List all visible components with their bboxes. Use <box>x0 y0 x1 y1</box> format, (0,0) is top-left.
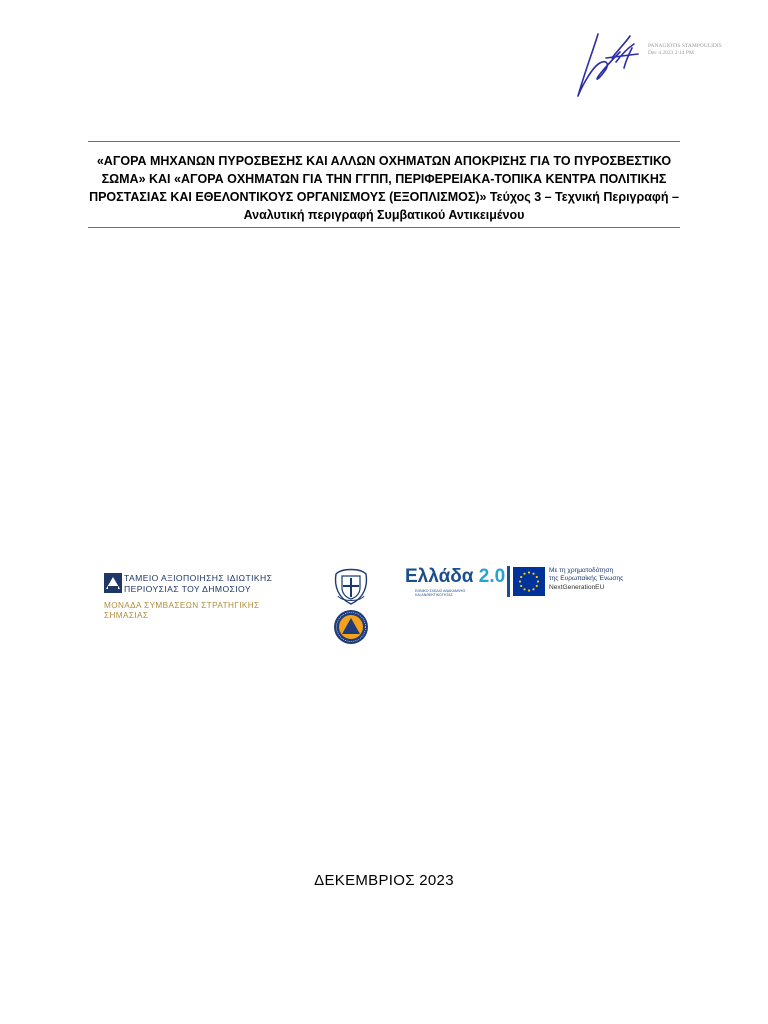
eu-star-icon <box>536 585 538 587</box>
eu-line-3: NextGenerationEU <box>549 583 605 591</box>
greece20-subtitle <box>415 589 466 597</box>
eu-star-icon <box>519 580 521 582</box>
greece20-version: 2.0 <box>478 566 506 587</box>
eu-star-icon <box>520 576 522 578</box>
document-title: «ΑΓΟΡΑ ΜΗΧΑΝΩΝ ΠΥΡΟΣΒΕΣΗΣ ΚΑΙ ΑΛΛΩΝ ΟΧΗΜΑΤΩΝ ΑΠΟΚΡΙΣΗΣ ΓΙΑ ΤΟ ΠΥΡΟΣΒΕΣΤΙΚΟ ΣΩΜΑ» ΚΑΙ «ΑΓΟΡΑ ΟΧΗΜΑΤΩΝ ΓΙΑ ΤΗΝ ΓΓΠΠ, ΠΕΡΙΦΕΡΕΙΑΚΑ-ΤΟΠΙΚΑ ΚΕΝΤΡΑ ΠΟΛΙΤΙΚΗΣ ΠΡΟΣΤΑΣΙΑΣ ΚΑΙ ΕΘΕΛΟΝΤΙΚΟΥΣ ΟΡΓΑΝΙΣΜΟΥΣ (ΕΞΟΠΛΙΣΜΟΣ)» Τεύχος 3 – Τεχνική Περιγραφή – Αναλυτική περιγραφή Συμβατικού Αντικειμένου <box>89 154 679 222</box>
signature-date: Dec 4 2023 2:14 PM <box>648 50 694 56</box>
eu-line-2: της Ευρωπαϊκής Ένωσης <box>549 575 624 583</box>
eu-flag-icon <box>513 567 545 596</box>
handwritten-signature <box>568 28 650 102</box>
civil-protection-seal-icon <box>333 609 369 645</box>
greek-coat-of-arms-icon <box>332 566 370 606</box>
fund-line-4: ΣΗΜΑΣΙΑΣ <box>104 611 149 620</box>
fund-emblem-icon <box>104 573 122 593</box>
eu-line-1: Με τη χρηματοδότηση <box>549 567 614 574</box>
eu-star-icon <box>528 589 530 591</box>
signature-stamp <box>648 43 722 57</box>
greece20-sub-1: ΕΘΝΙΚΟ ΣΧΕΔΙΟ ΑΝΑΚΑΜΨΗΣ <box>415 589 466 593</box>
eu-star-icon <box>520 585 522 587</box>
title-block <box>88 141 680 228</box>
fund-line-1: ΤΑΜΕΙΟ ΑΞΙΟΠΟΙΗΣΗΣ ΙΔΙΩΤΙΚΗΣ <box>124 573 273 583</box>
fund-logo <box>100 571 290 621</box>
eu-star-icon <box>532 588 534 590</box>
greece20-sub-2: ΚΑΙ ΑΝΘΕΚΤΙΚΟΤΗΤΑΣ <box>415 593 453 598</box>
greece20-wordmark <box>405 566 505 588</box>
eu-star-icon <box>536 576 538 578</box>
document-date: ΔΕΚΕΜΒΡΙΟΣ 2023 <box>314 872 454 889</box>
logo-divider <box>507 566 510 597</box>
eu-funding-text <box>549 567 623 592</box>
fund-name <box>124 573 272 594</box>
eu-star-icon <box>537 580 539 582</box>
fund-line-2: ΠΕΡΙΟΥΣΙΑΣ ΤΟΥ ΔΗΜΟΣΙΟΥ <box>124 583 251 594</box>
eu-star-icon <box>532 573 534 575</box>
eu-star-icon <box>528 571 530 573</box>
fund-unit <box>104 601 260 621</box>
signer-name: PANAGIOTIS STAMPOULIDIS <box>648 43 722 49</box>
greece-2-0-logo <box>405 566 505 596</box>
greece20-word: Ελλάδα <box>405 566 474 587</box>
fund-line-3: ΜΟΝΑΔΑ ΣΥΜΒΑΣΕΩΝ ΣΤΡΑΤΗΓΙΚΗΣ <box>104 601 260 610</box>
eu-star-icon <box>523 588 525 590</box>
eu-star-icon <box>523 573 525 575</box>
